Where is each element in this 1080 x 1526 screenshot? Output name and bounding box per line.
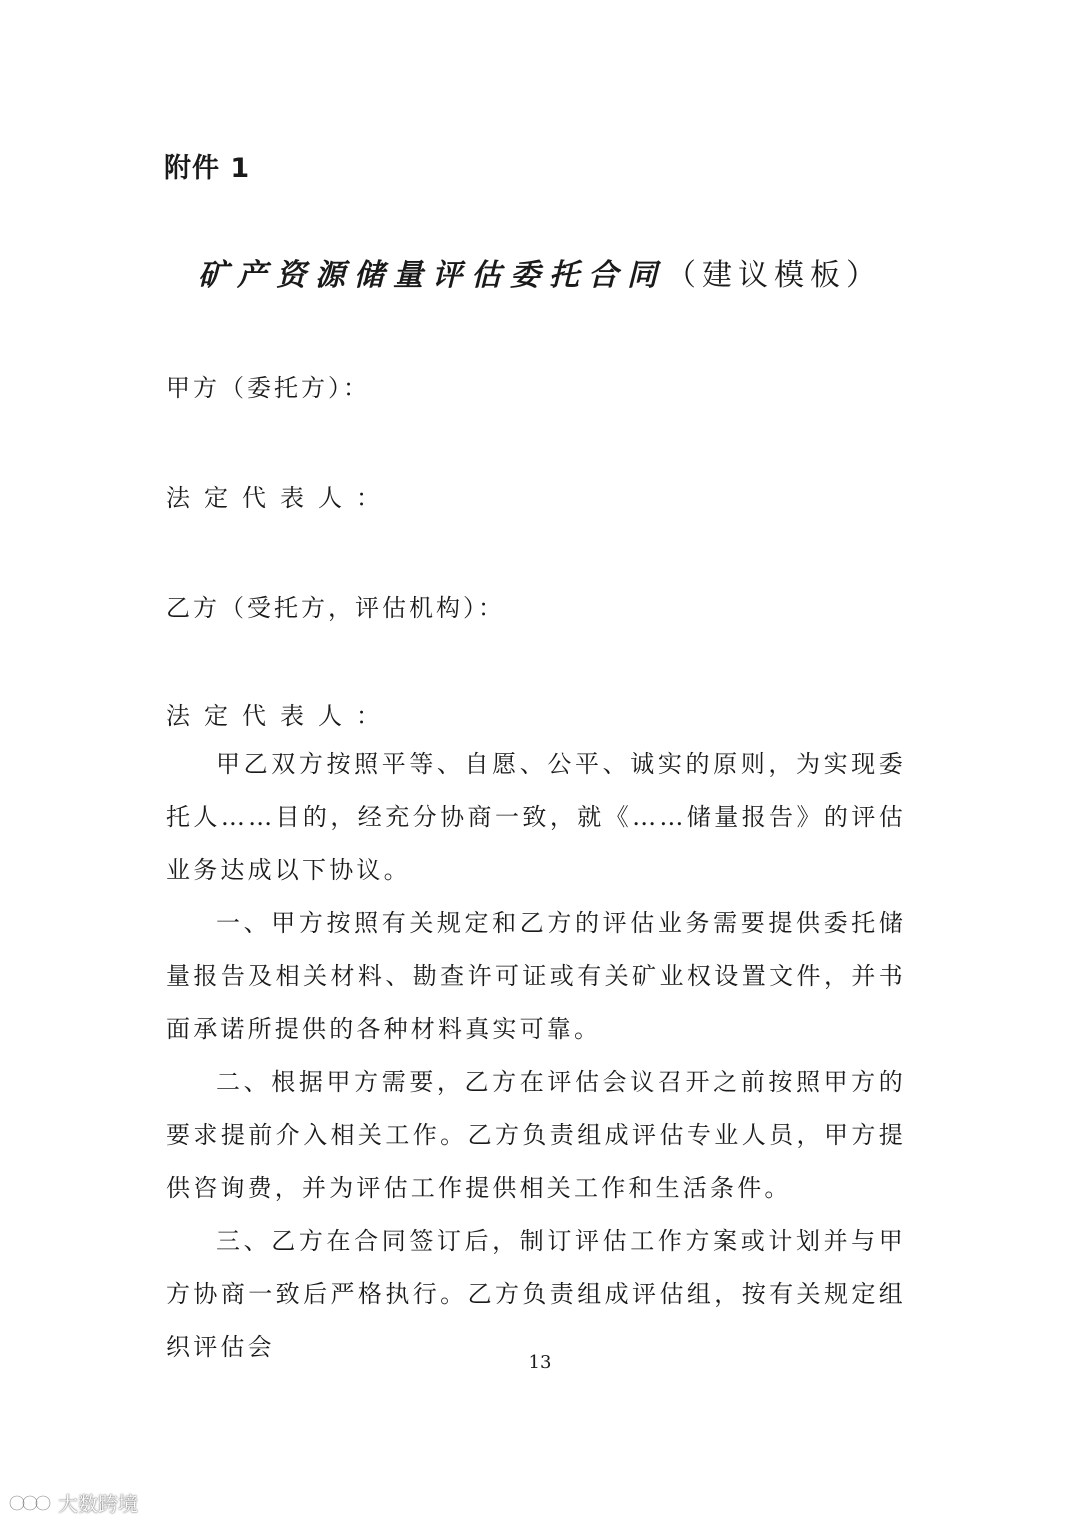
- title-main: 矿产资源储量评估委托合同: [198, 258, 666, 293]
- title-suffix: （建议模板）: [666, 258, 882, 293]
- contract-body: [166, 738, 906, 1374]
- paragraph-clause-2: 二、根据甲方需要，乙方在评估会议召开之前按照甲方的要求提前介入相关工作。乙方负责组成评估专业人员，甲方提供咨询费，并为评估工作提供相关工作和生活条件。: [166, 1068, 906, 1202]
- party-a-representative-line: 法定代表人：: [166, 484, 394, 512]
- cloud-logo-icon: [8, 1491, 52, 1515]
- watermark-text: 大数跨境: [58, 1492, 138, 1516]
- watermark: [8, 1488, 138, 1517]
- paragraph-clause-1: 一、甲方按照有关规定和乙方的评估业务需要提供委托储量报告及相关材料、勘查许可证或有关矿业权设置文件，并书面承诺所提供的各种材料真实可靠。: [166, 909, 906, 1043]
- party-b-representative-line: 法定代表人：: [166, 702, 394, 730]
- page-number: 13: [528, 1352, 552, 1373]
- party-a-line: 甲方（委托方）：: [166, 374, 370, 402]
- annex-label: 附件 1: [164, 153, 251, 184]
- party-b-line: 乙方（受托方，评估机构）：: [166, 594, 505, 622]
- paragraph-clause-3: 三、乙方在合同签订后，制订评估工作方案或计划并与甲方协商一致后严格执行。乙方负责组成评估组，按有关规定组织评估会: [166, 1227, 906, 1361]
- document-title: [0, 250, 1080, 294]
- paragraph-intro: 甲乙双方按照平等、自愿、公平、诚实的原则，为实现委托人……目的，经充分协商一致，就《……储量报告》的评估业务达成以下协议。: [166, 750, 906, 884]
